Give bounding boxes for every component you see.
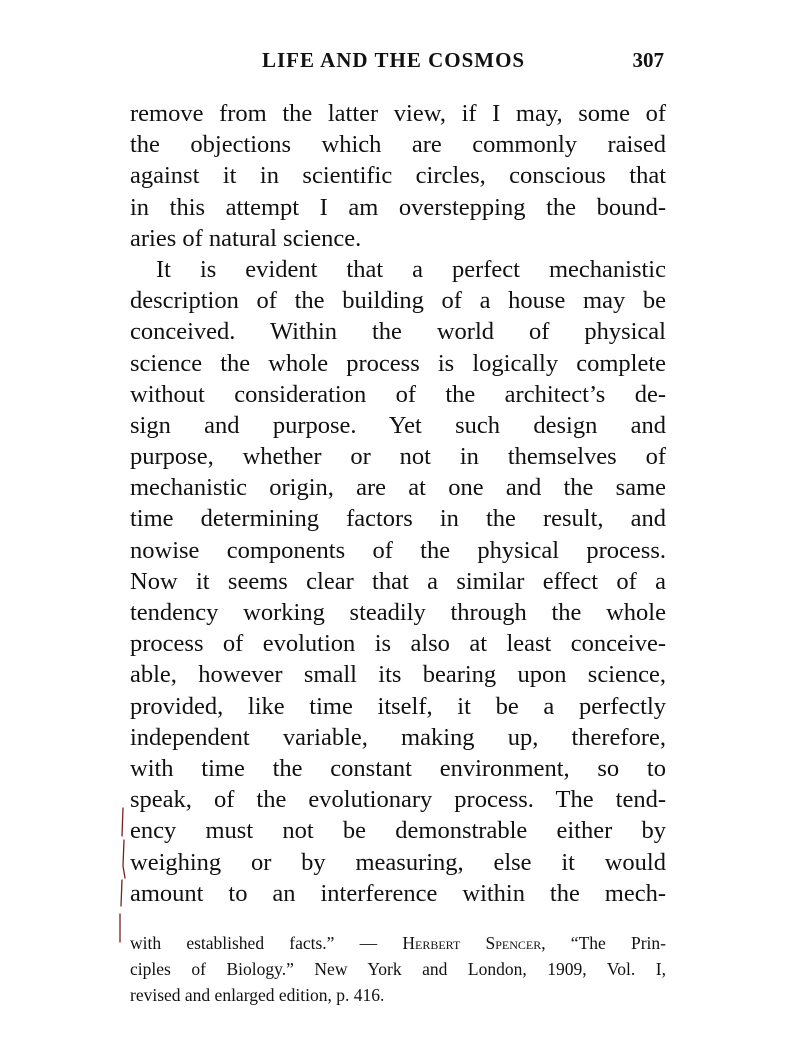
page-number: 307 xyxy=(632,48,664,72)
text-line: the objections which are commonly raised xyxy=(130,131,666,159)
text-line: in this attempt I am overstepping the bound- xyxy=(130,193,666,221)
text-line: It is evident that a perfect mechanistic xyxy=(156,255,666,283)
footnote-text: , “The Prin- xyxy=(541,933,666,953)
text-line: time determining factors in the result, and xyxy=(130,505,666,533)
text-line: amount to an interference within the mech- xyxy=(130,879,666,907)
text-line: able, however small its bearing upon science, xyxy=(130,661,666,689)
footnote-line: revised and enlarged edition, p. 416. xyxy=(130,985,385,1005)
text-line: ency must not be demonstrable either by xyxy=(130,817,666,845)
footnote xyxy=(130,930,666,1008)
text-line: process of evolution is also at least conceive- xyxy=(130,630,666,658)
text-line: aries of natural science. xyxy=(130,224,362,252)
text-line: provided, like time itself, it be a perfectly xyxy=(130,692,666,720)
text-line: sign and purpose. Yet such design and xyxy=(130,411,666,439)
text-line: weighing or by measuring, else it would xyxy=(130,848,666,876)
text-line: Now it seems clear that a similar effect of a xyxy=(130,567,666,595)
text-line: mechanistic origin, are at one and the same xyxy=(130,474,666,502)
body-text xyxy=(130,98,666,909)
footnote-text: with established facts.” — xyxy=(130,933,403,953)
text-line: conceived. Within the world of physical xyxy=(130,318,666,346)
text-line: purpose, whether or not in themselves of xyxy=(130,443,666,471)
text-line: speak, of the evolutionary process. The tend- xyxy=(130,786,666,814)
footnote-line xyxy=(130,930,666,956)
text-line: without consideration of the architect’s de- xyxy=(130,380,666,408)
text-line: science the whole process is logically complete xyxy=(130,349,666,377)
margin-pencil-mark xyxy=(116,806,128,946)
text-line: independent variable, making up, therefore, xyxy=(130,723,666,751)
text-line: tendency working steadily through the whole xyxy=(130,599,666,626)
text-line: with time the constant environment, so to xyxy=(130,754,666,782)
page-header xyxy=(130,48,670,78)
footnote-author: Herbert Spencer xyxy=(402,933,542,953)
text-line: against it in scientific circles, conscious that xyxy=(130,162,666,190)
text-line: description of the building of a house may be xyxy=(130,287,666,315)
footnote-line: ciples of Biology.” New York and London, 1909, Vol. I, xyxy=(130,959,666,979)
text-line: remove from the latter view, if I may, some of xyxy=(130,100,666,127)
running-head: LIFE AND THE COSMOS xyxy=(262,48,526,72)
text-line: nowise components of the physical process. xyxy=(130,536,666,564)
